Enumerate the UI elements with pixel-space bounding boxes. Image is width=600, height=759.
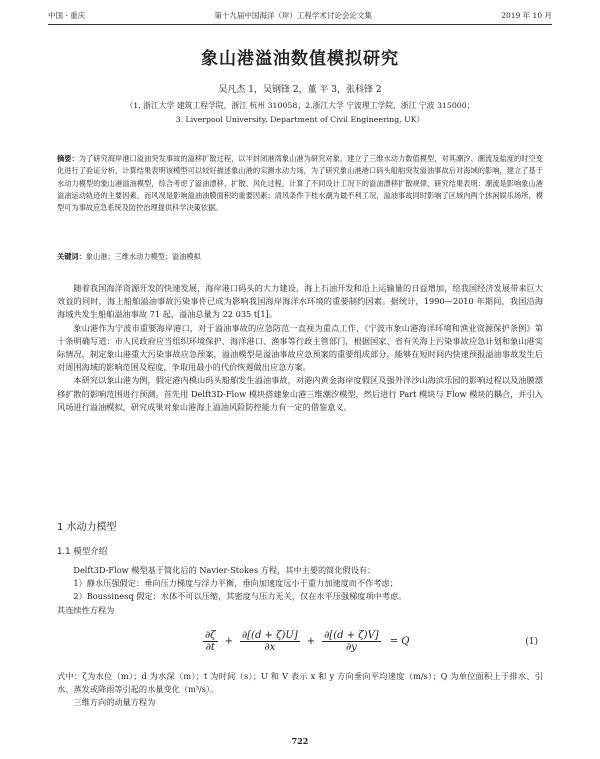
abstract: [57, 153, 543, 214]
introduction: [57, 282, 543, 414]
affiliation-line: （1. 浙江大学 建筑工程学院，浙江 杭州 310058；2.浙江大学 宁波理工学院，浙江 宁波 315000；: [125, 101, 475, 110]
equation-description: [57, 670, 543, 710]
author-list: 吴凡杰 1，吴钢锋 2，董 平 3，张科锋 2: [218, 85, 382, 95]
abstract-text: 为了研究海岸港口溢油突发事故的溢移扩散过程，以半封闭港湾象山港为研究对象，建立了三维水动力数值模型，对其潮汐、潮流及盐度的时空变化进行了验证分析，计算结果表明该模型可以较好描述象山港的实测水动力场，为了研究象山港港口码头船舶突发溢油事故后对海域的影响，建立了基于水动力模型的象山港溢油模型，综合考虑了溢油漂移、扩散、风化过程，计算了不同设计工况下的溢油漂移扩散规律，研究结果表明：潮流是影响象山港溢油运动轨迹的主要因素，而风况是影响溢油油膜面积的重要因素；清风条件下桂水潮为最不利工况，溢油事故同时影响了区域内两个休闲娱乐场所，模型可为事故应急系统及防控治理提供科学决策依据。: [57, 154, 543, 213]
keywords-text: 象山港；三维水动力模型；溢油模拟: [85, 252, 201, 261]
eq-term: [203, 630, 218, 653]
eq-desc-text: 三维方向的动量方程为: [73, 697, 156, 708]
section-heading: 1 水动力模型: [57, 522, 117, 533]
model-text: Delft3D-Flow 模型基于简化后的 Navier-Stokes 方程，其中主要的简化假设有：: [73, 565, 376, 575]
subsection-heading: 1.1 模型介绍: [57, 547, 108, 557]
paper-title: 象山港溢油数值模拟研究: [201, 49, 399, 69]
continuity-equation: $\frac{\partial\zeta}{\partial t}$ + $\frac{\partial[(d + \zeta)U]}{\partial x}$ + $\frac{\partial[(d + \zeta)V]}{\partial y}$ = Q: [205, 630, 410, 653]
abstract-label: 摘要：: [57, 154, 79, 163]
eq-term: [240, 630, 300, 653]
affiliation-line: 3. Liverpool University, Department of Civil Engineering, UK）: [175, 115, 425, 124]
model-description: [57, 564, 543, 617]
eq-denominator: ∂t: [205, 642, 215, 653]
intro-paragraph: 本研究以象山港为例，假定港内模山码头船舶发生溢油事故，对港内黄金海岸度假区及强外洋沙山海滨乐园的影响过程以及油膜漂移扩散的影响范围进行预测。首先用 Delft3D-Flow 模块搭建象山港三维潮汐模型，然后进行 Part 模块与 Flow 模块的耦合，并引入风场进行溢油模拟，研究成果对象山港海上溢油风险防控能力有一定的借鉴意义。: [57, 375, 543, 412]
header-date: 2019 年 10 月: [501, 11, 552, 20]
model-text: 其连续性方程为: [57, 604, 115, 615]
keywords: [57, 252, 543, 262]
eq-denominator: ∂x: [264, 642, 276, 653]
eq-term: [322, 630, 381, 653]
model-text: 2）Boussinesq 假定：水体不可以压缩，其密度与压力无关，仅在水平压强梯度项中考虑。: [73, 591, 407, 602]
eq-denominator: ∂y: [346, 642, 357, 653]
running-header: [48, 10, 552, 25]
equation-number: (1): [525, 637, 538, 647]
keywords-label: 关键词：: [57, 252, 86, 261]
eq-numerator: ∂[(d + ζ)U]: [241, 630, 298, 641]
eq-numerator: ∂[(d + ζ)V]: [324, 630, 379, 641]
header-location: 中国 · 重庆: [48, 11, 86, 20]
eq-rhs: = Q: [389, 636, 410, 647]
eq-desc-text: 式中：ζ为水位（m）；d 为水深（m）；t 为时间（s）；U 和 V 表示 x 和 y 方向垂向平均速度（m/s）；Q 为单位面积上于排水、引水、蒸发或降雨等引起的水量变化（m³/s）。: [57, 671, 543, 695]
intro-paragraph: 随着我国海洋资源开发的快速发展，海岸港口码头的大力建设，海上石油开发和沿上运输量的日益增加，给我国经济发展带来巨大效益的同时，海上船舶溢油事故污染事件已成为影响我国海岸海洋水环境的重要制约因素。据统计，1990—2010 年期间，我国沿海海域共发生船舶溢油事故 71 起，溢油总量为 22 035 t[1]。: [57, 283, 543, 320]
header-proceedings: 第十九届中国海洋（岸）工程学术讨论会论文集: [214, 11, 372, 20]
eq-numerator: ∂ζ: [205, 630, 216, 641]
model-text: 1）静水压强假定：垂向压力梯度与浮力平衡，垂向加速度远小于重力加速度而不作考虑；: [73, 578, 398, 589]
page-number: 722: [291, 736, 309, 746]
intro-paragraph: 象山港作为宁波市重要海岸港口，对于溢油事故的应急防范一直视为重点工作，《宁波市象山港海洋环境和渔业资源保护条例》第十条明确写道：市人民政府应当组织环境保护、海洋港口、渔事等行政主管部门，根据国家、省有关海上污染事故应急计划和象山港实际情况，制定象山港重大污染事故应急预案，溢油模型是溢油事故应急预案的重要组成部分，能够在短时间内快速预报溢油事故发生后对周围海域的影响范围及程度，争取用最小的代价恢遏做出应急方案。: [57, 322, 543, 373]
affiliations: [60, 99, 540, 127]
